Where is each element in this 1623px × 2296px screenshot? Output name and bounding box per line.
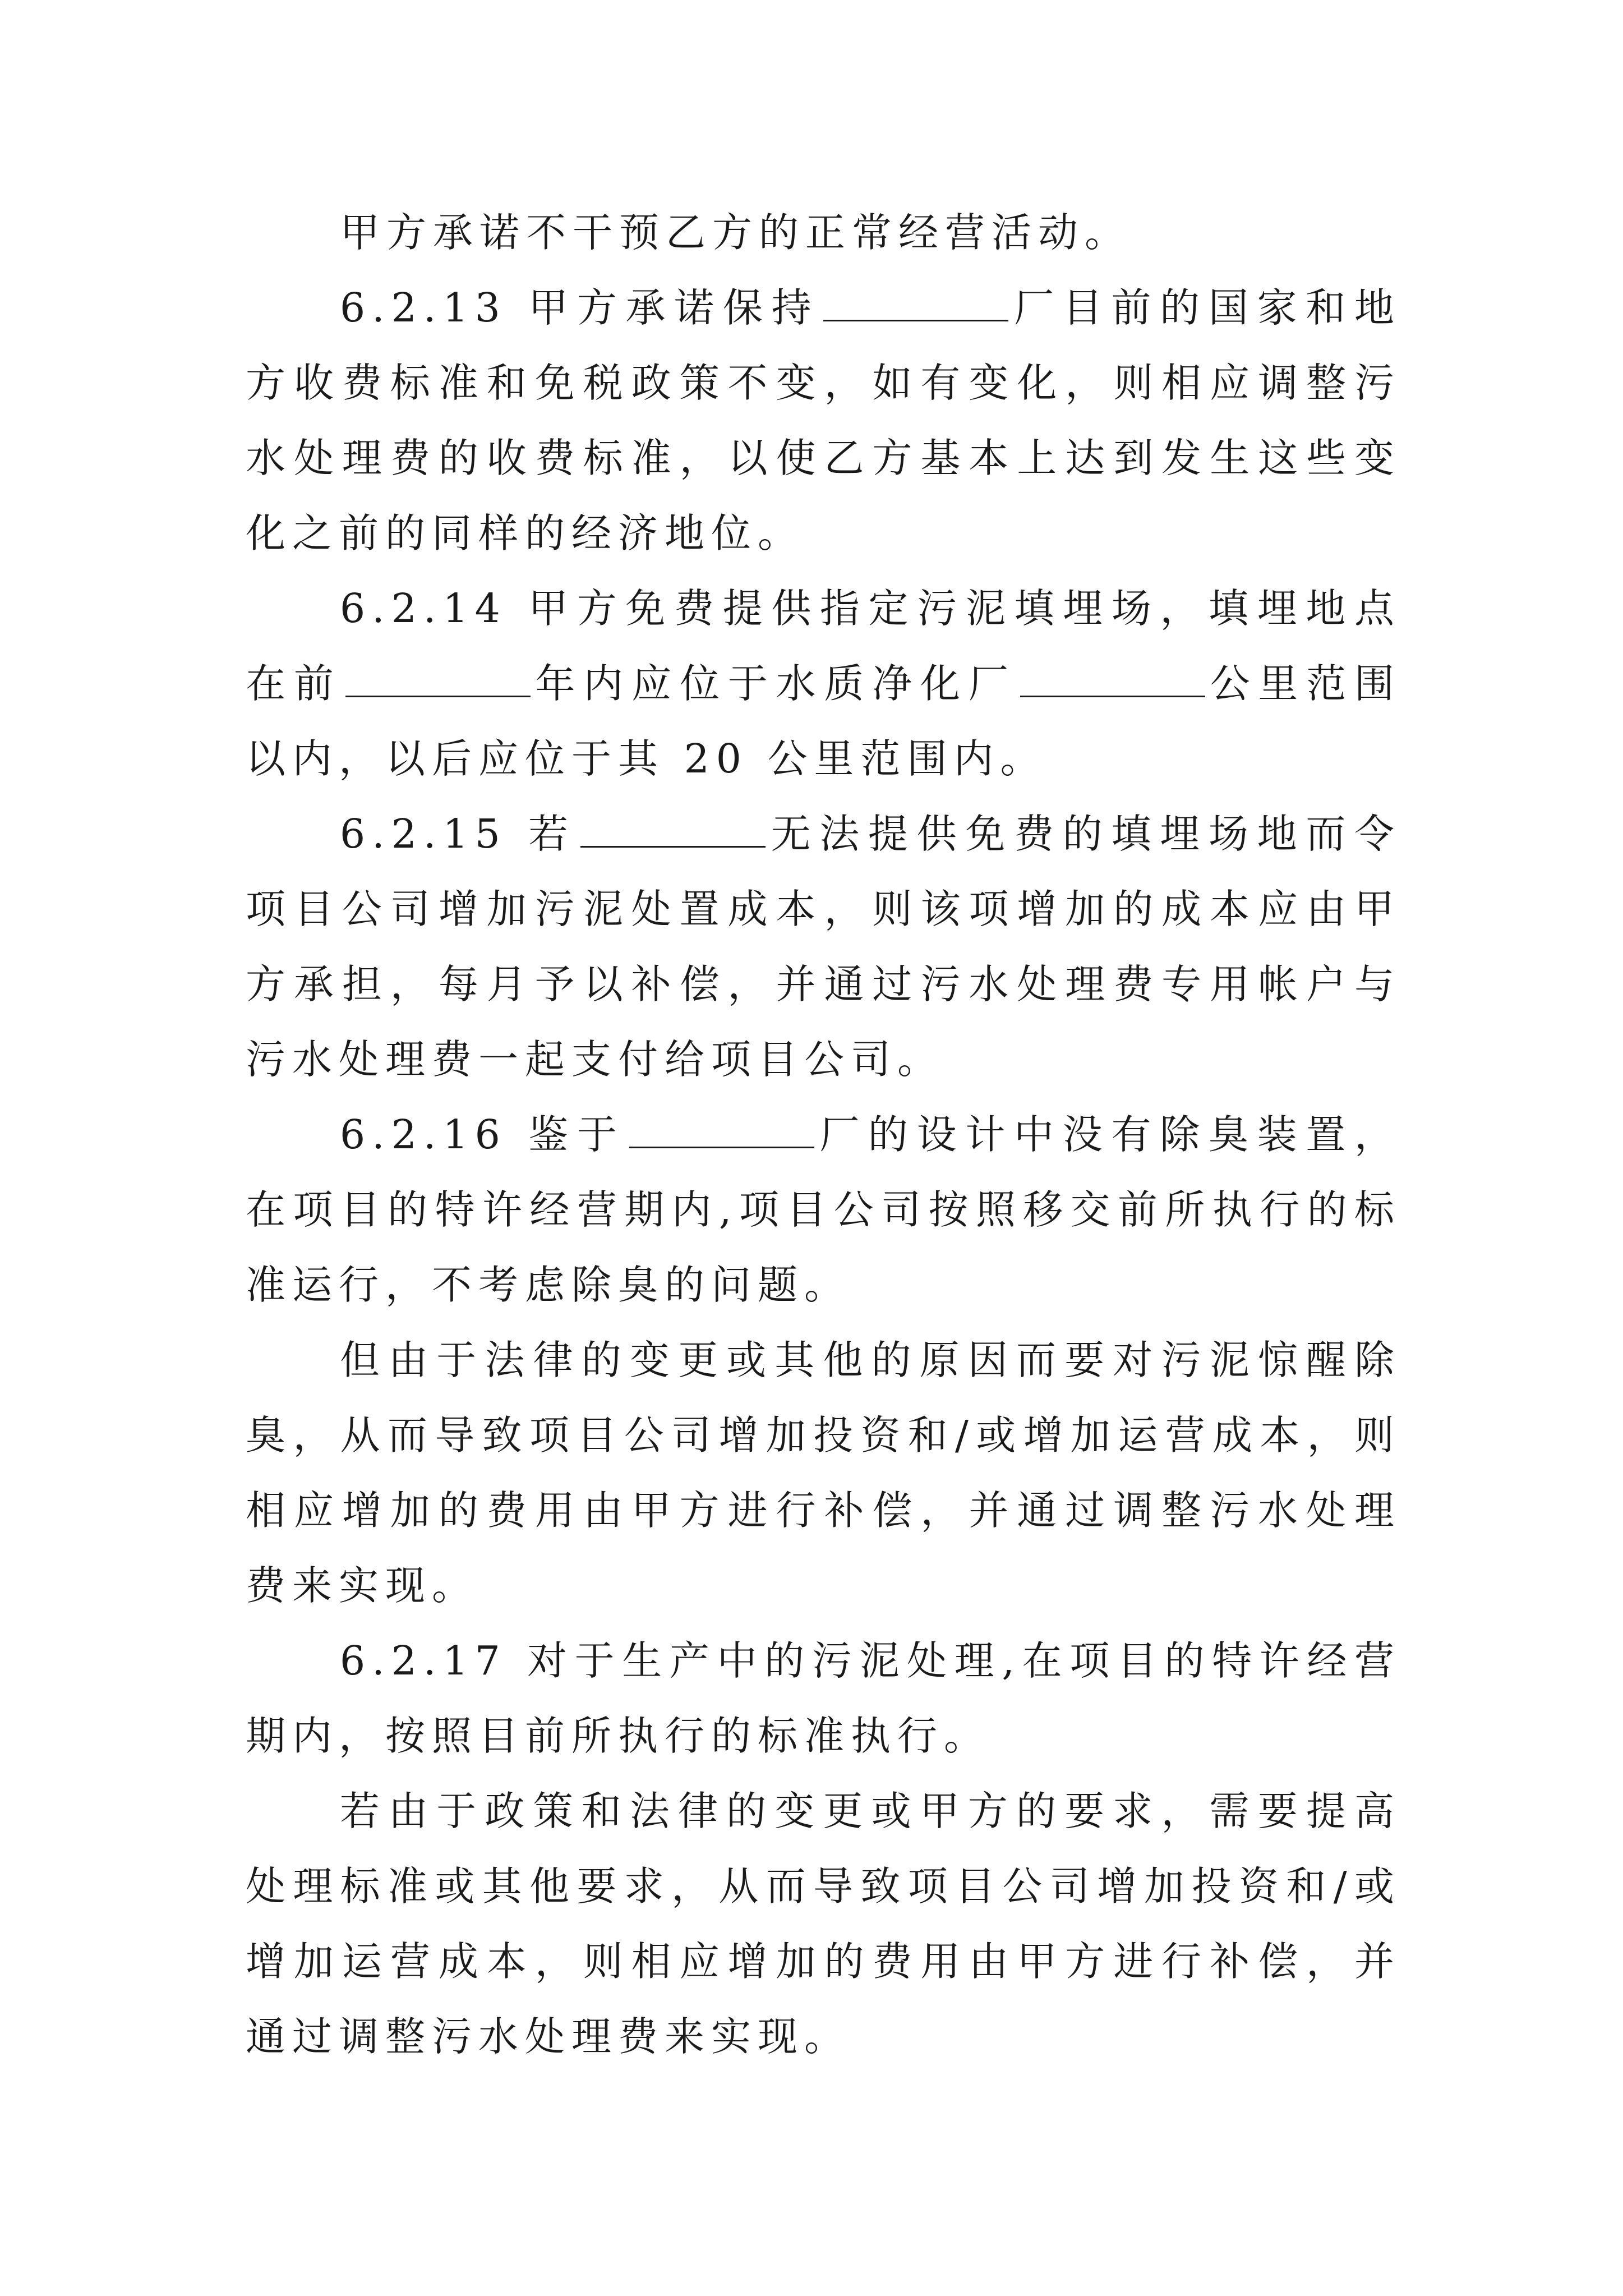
paragraph-6-2-17 [246, 1623, 1401, 1774]
fill-in-blank [580, 812, 766, 848]
paragraph-non-interference [246, 195, 1401, 270]
paragraph-text: 6.2.17 对于生产中的污泥处理,在项目的特许经营期内，按照目前所执行的标准执行。 [246, 1637, 1401, 1759]
paragraph-text: 6.2.16 鉴于 [340, 1111, 626, 1158]
paragraph-text: 甲方承诺不干预乙方的正常经营活动。 [340, 209, 1132, 256]
paragraph-text: 厂的设计中没有除臭装置，在项目的特许经营期内,项目公司按照移交前所执行的标准运行，不考虑除臭的问题。 [246, 1111, 1401, 1308]
paragraph-text: 6.2.15 若 [340, 811, 577, 857]
fill-in-blank [1020, 662, 1205, 697]
paragraph-text: 6.2.14 甲方免费提供指定污泥填埋场，填埋地点在前 [246, 585, 1401, 707]
paragraph-text: 公里范围以内，以后应位于其 20 公里范围内。 [246, 660, 1401, 782]
paragraph-standards-change [246, 1774, 1401, 2074]
fill-in-blank [345, 662, 531, 697]
paragraph-text: 若由于政策和法律的变更或甲方的要求，需要提高处理标准或其他要求，从而导致项目公司增加投资和/或增加运营成本，则相应增加的费用由甲方进行补偿，并通过调整污水处理费来实现。 [246, 1788, 1401, 2060]
paragraph-text: 年内应位于水质净化厂 [533, 660, 1017, 707]
paragraph-6-2-16 [246, 1097, 1401, 1323]
paragraph-text: 但由于法律的变更或其他的原因而要对污泥惊醒除臭，从而导致项目公司增加投资和/或增加运营成本，则相应增加的费用由甲方进行补偿，并通过调整污水处理费来实现。 [246, 1337, 1401, 1609]
document-body [246, 195, 1401, 2074]
fill-in-blank [823, 286, 1008, 321]
paragraph-deodorization [246, 1323, 1401, 1623]
paragraph-text: 厂目前的国家和地方收费标准和免税政策不变，如有变化，则相应调整污水处理费的收费标准，以使乙方基本上达到发生这些变化之前的同样的经济地位。 [246, 284, 1401, 556]
paragraph-text: 6.2.13 甲方承诺保持 [340, 284, 820, 331]
paragraph-6-2-15 [246, 797, 1401, 1097]
paragraph-6-2-13 [246, 270, 1401, 571]
fill-in-blank [629, 1113, 814, 1148]
paragraph-6-2-14 [246, 571, 1401, 797]
paragraph-text: 无法提供免费的填埋场地而令项目公司增加污泥处置成本，则该项增加的成本应由甲方承担，每月予以补偿，并通过污水处理费专用帐户与污水处理费一起支付给项目公司。 [246, 811, 1401, 1083]
